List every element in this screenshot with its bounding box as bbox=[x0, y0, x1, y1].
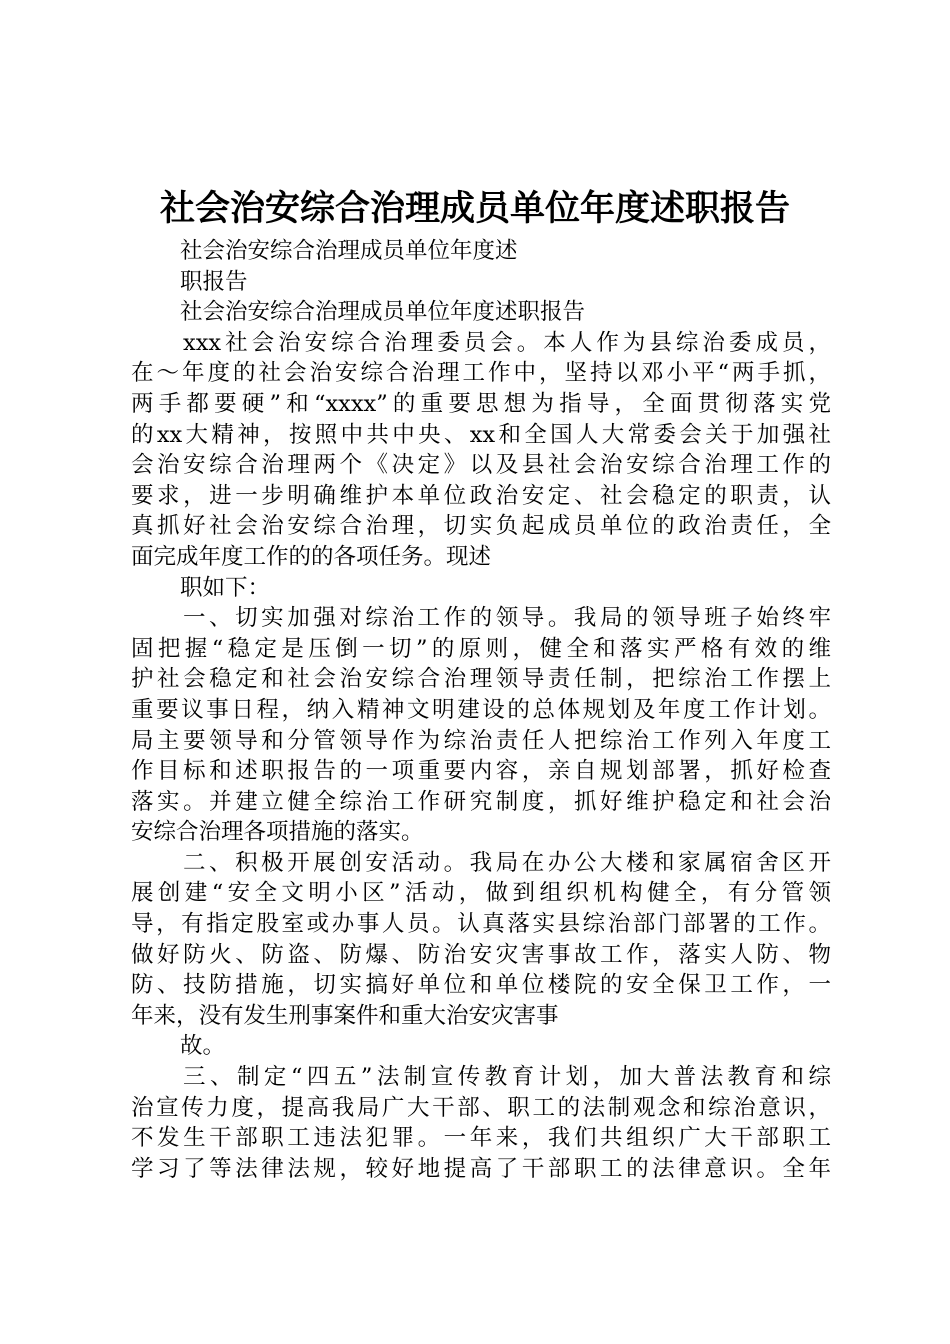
text-line: 导，有指定股室或办事人员。认真落实县综治部门部署的工作。 bbox=[131, 911, 831, 938]
text-line: 治宣传力度，提高我局广大干部、职工的法制观念和综治意识， bbox=[131, 1094, 831, 1121]
text-line: 面完成年度工作的的各项任务。现述 bbox=[131, 543, 492, 570]
text-line: 做好防火、防盗、防爆、防治安灾害事故工作，落实人防、物 bbox=[131, 941, 831, 968]
text-line: 重要议事日程，纳入精神文明建设的总体规划及年度工作计划。 bbox=[131, 696, 831, 723]
text-line: 不发生干部职工违法犯罪。一年来，我们共组织广大干部职工 bbox=[131, 1125, 831, 1152]
text-line: 职如下： bbox=[180, 574, 271, 601]
text-line: 真抓好社会治安综合治理，切实负起成员单位的政治责任，全 bbox=[131, 513, 831, 540]
text-line: 社会治安综合治理成员单位年度述职报告 bbox=[180, 299, 586, 326]
text-line: 故。 bbox=[180, 1033, 226, 1060]
text-line: 三、制定“四五”法制宣传教育计划，加大普法教育和综 bbox=[183, 1064, 831, 1091]
text-line: 局主要领导和分管领导作为综治责任人把综治工作列入年度工 bbox=[131, 727, 831, 754]
text-line: 安综合治理各项措施的落实。 bbox=[131, 819, 424, 846]
text-line: 固把握“稳定是压倒一切”的原则，健全和落实严格有效的维 bbox=[131, 635, 831, 662]
text-line: 会治安综合治理两个《决定》以及县社会治安综合治理工作的 bbox=[131, 452, 831, 479]
text-line: 二、积极开展创安活动。我局在办公大楼和家属宿舍区开 bbox=[183, 849, 831, 876]
text-line: 学习了等法律法规，较好地提高了干部职工的法律意识。全年 bbox=[131, 1155, 831, 1182]
text-line: 两手都要硬”和“xxxx”的重要思想为指导，全面贯彻落实党 bbox=[131, 390, 831, 417]
text-line: 要求，进一步明确维护本单位政治安定、社会稳定的职责，认 bbox=[131, 482, 831, 509]
text-line: 护社会稳定和社会治安综合治理领导责任制，把综治工作摆上 bbox=[131, 666, 831, 693]
text-line: 社会治安综合治理成员单位年度述 bbox=[180, 238, 518, 264]
text-line: 落实。并建立健全综治工作研究制度，抓好维护稳定和社会治 bbox=[131, 788, 831, 815]
document-title: 社会治安综合治理成员单位年度述职报告 bbox=[159, 188, 790, 229]
text-line: 在～年度的社会治安综合治理工作中，坚持以邓小平“两手抓， bbox=[131, 360, 831, 387]
text-line: 职报告 bbox=[180, 268, 248, 295]
text-line: 一、切实加强对综治工作的领导。我局的领导班子始终牢 bbox=[183, 605, 831, 632]
text-line: 作目标和述职报告的一项重要内容，亲自规划部署，抓好检查 bbox=[131, 758, 831, 785]
text-line: 年来，没有发生刑事案件和重大治安灾害事 bbox=[131, 1002, 559, 1029]
text-line: 的xx大精神，按照中共中央、xx和全国人大常委会关于加强社 bbox=[131, 421, 831, 448]
document-body bbox=[131, 236, 831, 1184]
text-line: xxx社会治安综合治理委员会。本人作为县综治委成员， bbox=[183, 329, 831, 356]
text-line: 展创建“安全文明小区”活动，做到组织机构健全，有分管领 bbox=[131, 880, 831, 907]
text-line: 防、技防措施，切实搞好单位和单位楼院的安全保卫工作，一 bbox=[131, 972, 831, 999]
